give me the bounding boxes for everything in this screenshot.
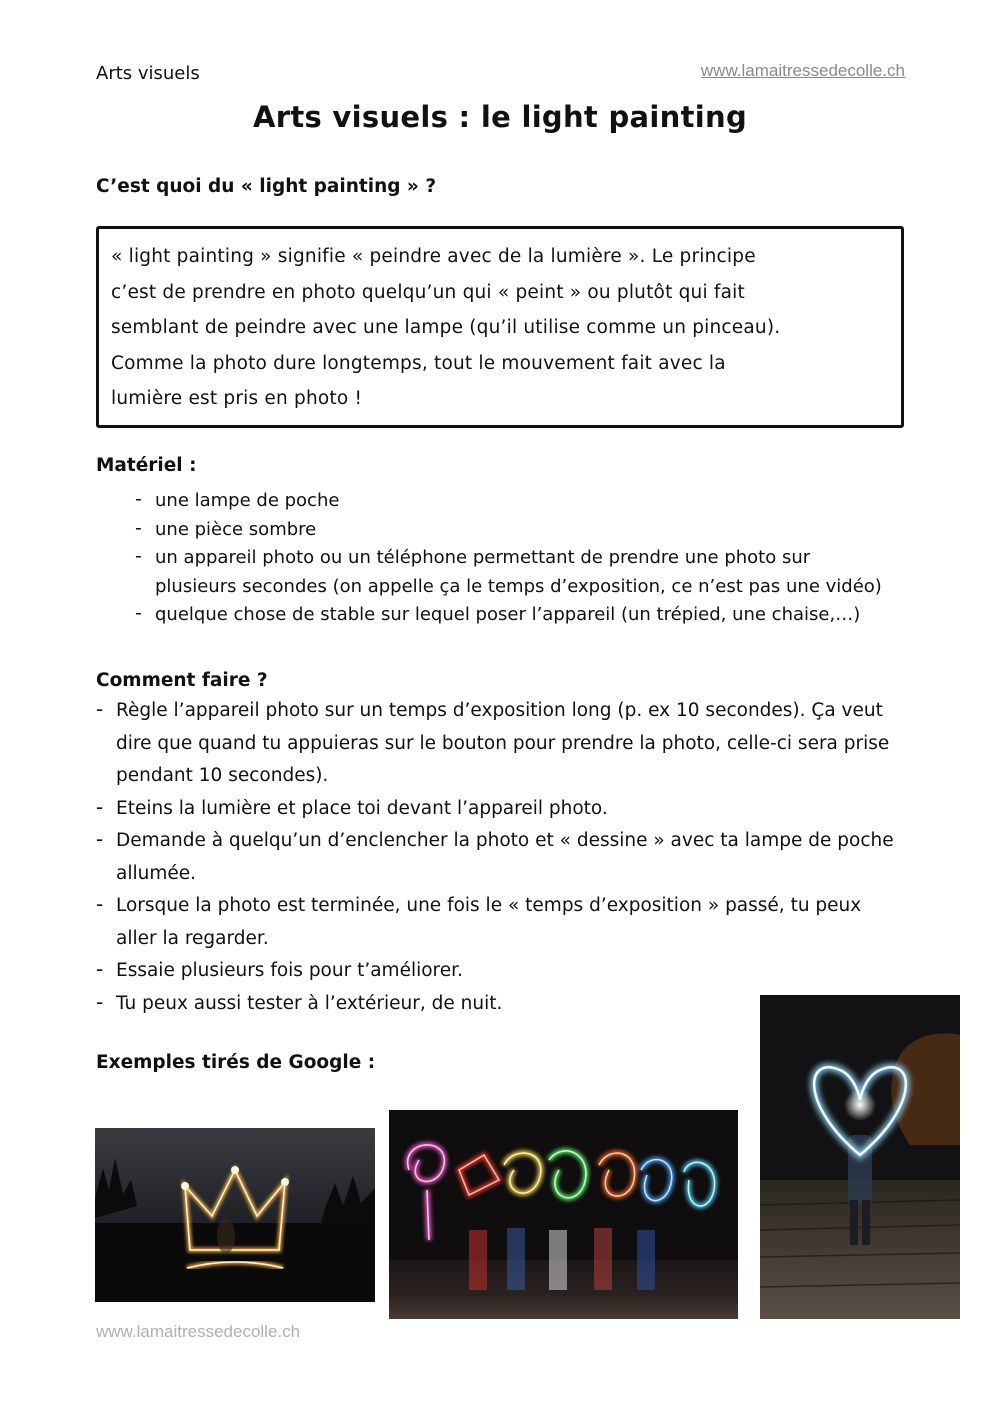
- step-item: [96, 695, 894, 793]
- heading-comment: Comment faire ?: [96, 670, 268, 691]
- step-line: Tu peux aussi tester à l’extérieur, de nuit.: [116, 992, 503, 1014]
- definition-line: Comme la photo dure longtemps, tout le mouvement fait avec la: [111, 352, 726, 374]
- step-item: [96, 890, 894, 955]
- list-item: [135, 544, 882, 601]
- definition-line: c’est de prendre en photo quelqu’un qui « peint » ou plutôt qui fait: [111, 281, 745, 303]
- step-line: dire que quand tu appuieras sur le bouton pour prendre la photo, celle-ci sera prise: [116, 732, 890, 754]
- step-line: Règle l’appareil photo sur un temps d’exposition long (p. ex 10 secondes). Ça veut: [116, 700, 883, 721]
- step-line: Lorsque la photo est terminée, une fois le « temps d’exposition » passé, tu peux: [116, 895, 862, 916]
- list-item-line: plusieurs secondes (on appelle ça le temps d’exposition, ce n’est pas une vidéo): [155, 575, 882, 597]
- header-left: Arts visuels: [96, 63, 200, 84]
- definition-line: semblant de peindre avec une lampe (qu’il utilise comme un pinceau).: [111, 317, 781, 338]
- photo-crown: [95, 1128, 375, 1302]
- step-item: [96, 955, 894, 988]
- list-item: - une lampe de poche: [135, 487, 882, 516]
- step-line: Eteins la lumière et place toi devant l’appareil photo.: [116, 797, 608, 819]
- list-item: - quelque chose de stable sur lequel poser l’appareil (un trépied, une chaise,…): [135, 601, 882, 630]
- photo-colorful-svg: [389, 1110, 738, 1319]
- definition-line: lumière est pris en photo !: [111, 388, 363, 409]
- photo-heart: [760, 995, 960, 1319]
- heading-what: C’est quoi du « light painting » ?: [96, 176, 437, 197]
- step-item: [96, 825, 894, 890]
- list-item-line: un appareil photo ou un téléphone permettant de prendre une photo sur: [155, 547, 811, 568]
- steps-list: [96, 695, 894, 1020]
- step-item: [96, 793, 894, 826]
- heading-examples: Exemples tirés de Google :: [96, 1052, 376, 1073]
- definition-box: [96, 226, 904, 428]
- list-item: - une pièce sombre: [135, 516, 882, 545]
- page-title: Arts visuels : le light painting: [252, 100, 748, 134]
- photo-crown-svg: [95, 1128, 375, 1302]
- step-line: Demande à quelqu’un d’enclencher la photo et « dessine » avec ta lampe de poche: [116, 830, 894, 851]
- photo-heart-svg: [760, 995, 960, 1319]
- definition-line: « light painting » signifie « peindre avec de la lumière ». Le principe: [111, 246, 756, 267]
- header-website-link[interactable]: www.lamaitressedecolle.ch: [700, 61, 905, 80]
- step-line: allumée.: [116, 862, 197, 884]
- heading-materiel: Matériel :: [96, 455, 197, 476]
- step-line: Essaie plusieurs fois pour t’améliorer.: [116, 960, 463, 981]
- photo-colorful: [389, 1110, 738, 1319]
- step-line: aller la regarder.: [116, 927, 269, 949]
- step-line: pendant 10 secondes).: [116, 765, 329, 786]
- footer-website: www.lamaitressedecolle.ch: [96, 1322, 301, 1341]
- materiel-list: [135, 487, 882, 630]
